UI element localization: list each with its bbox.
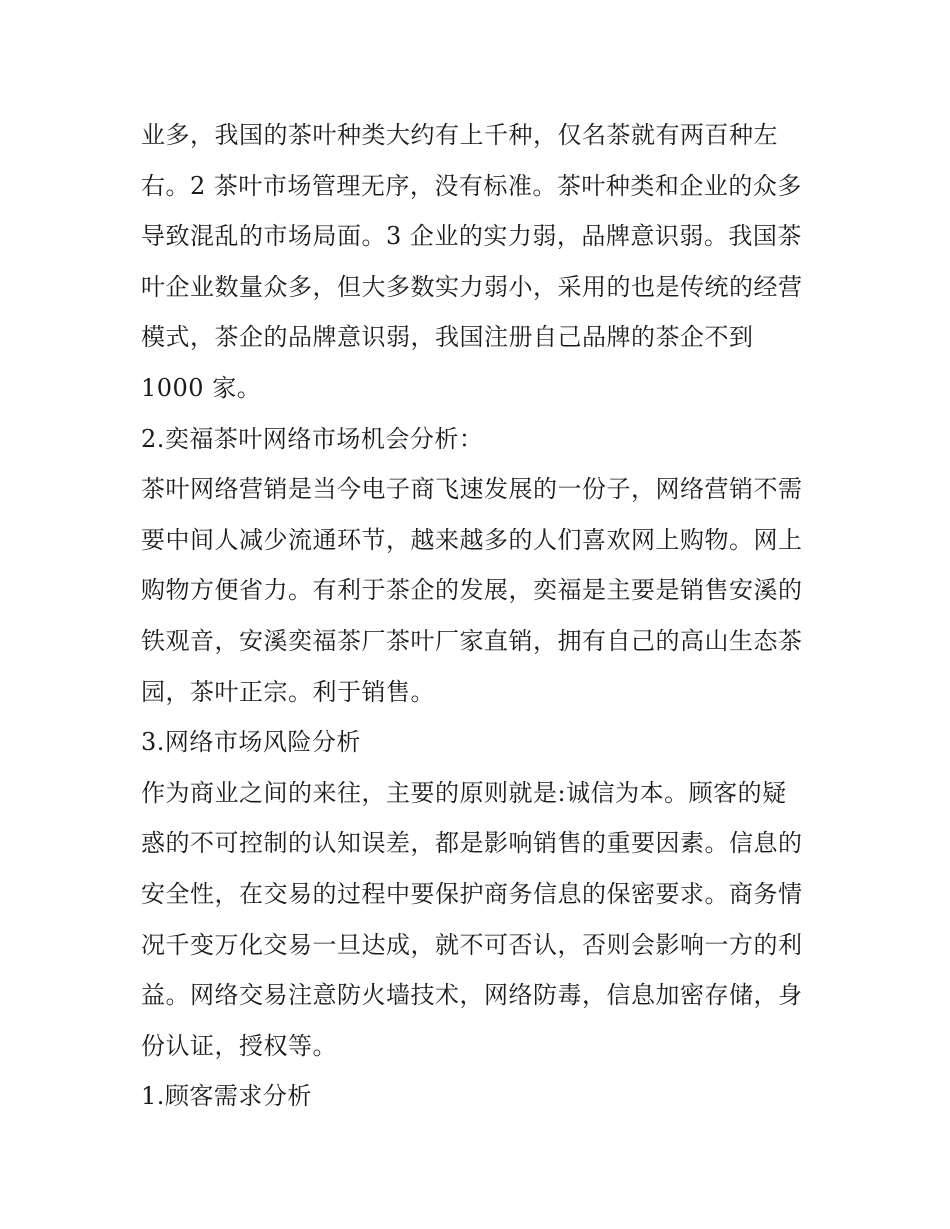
body-line-2: 右。2 茶叶市场管理无序，没有标准。茶叶种类和企业的众多 [141, 171, 802, 200]
body-line-19: 份认证，授权等。 [141, 1031, 337, 1060]
body-line-12: 园，茶叶正宗。利于销售。 [141, 677, 435, 706]
section-heading-customer-needs: 1.顾客需求分析 [141, 1082, 312, 1111]
body-line-16: 安全性，在交易的过程中要保护商务信息的保密要求。商务情 [141, 879, 803, 908]
body-line-3: 导致混乱的市场局面。3 企业的实力弱，品牌意识弱。我国茶 [141, 222, 802, 251]
body-line-1: 业多，我国的茶叶种类大约有上千种，仅名茶就有两百种左 [141, 121, 778, 149]
body-line-4: 叶企业数量众多，但大多数实力弱小，采用的也是传统的经营 [141, 272, 803, 301]
body-line-6: 1000 家。 [141, 373, 262, 402]
section-heading-opportunity: 2.奕福茶叶网络市场机会分析： [141, 424, 484, 453]
body-line-9: 要中间人减少流通环节，越来越多的人们喜欢网上购物。网上 [141, 525, 803, 554]
body-line-11: 铁观音，安溪奕福茶厂茶叶厂家直销，拥有自己的高山生态茶 [141, 626, 803, 655]
body-line-5: 模式，茶企的品牌意识弱，我国注册自己品牌的茶企不到 [141, 323, 754, 352]
body-line-10: 购物方便省力。有利于茶企的发展，奕福是主要是销售安溪的 [141, 576, 803, 605]
body-line-8: 茶叶网络营销是当今电子商飞速发展的一份子，网络营销不需 [141, 475, 803, 504]
document-body [141, 110, 821, 1122]
body-line-18: 益。网络交易注意防火墙技术，网络防毒，信息加密存储，身 [141, 981, 803, 1010]
section-heading-risk: 3.网络市场风险分析 [141, 728, 361, 757]
body-line-15: 惑的不可控制的认知误差，都是影响销售的重要因素。信息的 [141, 829, 803, 858]
body-line-14: 作为商业之间的来往，主要的原则就是:诚信为本。顾客的疑 [141, 778, 787, 807]
body-line-17: 况千变万化交易一旦达成，就不可否认，否则会影响一方的利 [141, 930, 803, 959]
